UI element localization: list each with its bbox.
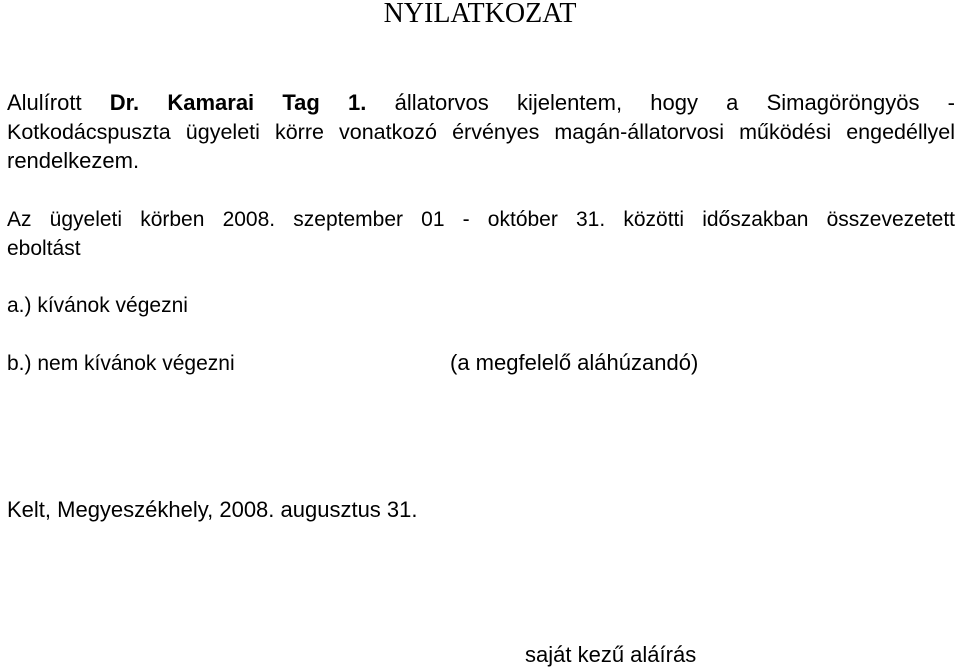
intro-line-2: Kotkodácspuszta ügyeleti körre vonatkozó érvényes magán-állatorvosi működési engedéllyel: [7, 120, 955, 144]
intro-prefix: Alulírott: [7, 90, 82, 115]
intro-line-3: rendelkezem.: [7, 148, 140, 173]
declarant-name: Dr. Kamarai Tag 1.: [109, 90, 367, 115]
underline-instruction: (a megfelelő aláhúzandó): [450, 350, 699, 375]
place-date: Kelt, Megyeszékhely, 2008. augusztus 31.: [7, 497, 418, 522]
intro-line-1: [7, 90, 955, 116]
document-title: NYILATKOZAT: [383, 0, 577, 29]
intro-line-1-rest: állatorvos kijelentem, hogy a Simagöröngyös -: [394, 90, 955, 115]
signature-label: saját kezű aláírás: [525, 642, 697, 667]
option-b-row: [7, 350, 955, 377]
period-line-2: eboltást: [7, 237, 81, 260]
option-b: b.) nem kívánok végezni: [7, 352, 235, 375]
period-line-1: Az ügyeleti körben 2008. szeptember 01 - október 31. közötti időszakban összevezetett: [7, 208, 955, 231]
option-a: a.) kívánok végezni: [7, 294, 188, 317]
